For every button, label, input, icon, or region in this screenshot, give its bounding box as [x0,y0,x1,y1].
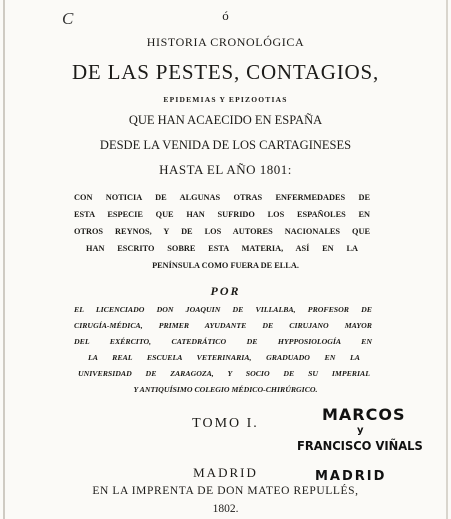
author-line-4: LA REAL ESCUELA VETERINARIA, GRADUADO EN LA [88,353,360,362]
title-line-3: EPIDEMIAS Y EPIZOOTIAS [163,95,288,104]
imprint-year: 1802. [212,503,239,515]
corner-mark: C [62,9,74,28]
author-line-6: Y ANTIQUÍSIMO COLEGIO MÉDICO-CHIRÚRGICO. [133,385,318,394]
imprint-printer: EN LA IMPRENTA DE DON MATEO REPULLÉS, [92,485,359,497]
subtitle-line-1: CON NOTICIA DE ALGUNAS OTRAS ENFERMEDADES DE [74,193,370,202]
author-line-5: UNIVERSIDAD DE ZARAGOZA, Y SOCIO DE SU IMPERIAL [78,369,370,378]
title-line-2: DE LAS PESTES, CONTAGIOS, [71,60,380,84]
title-line-4: QUE HAN ACAECIDO EN ESPAÑA [128,113,323,127]
title-prefix: ó [222,8,229,23]
subtitle-line-2: ESTA ESPECIE QUE HAN SUFRIDO LOS ESPAÑOLES EN [74,210,370,219]
byline-por: POR [210,284,241,298]
author-line-3: DEL EXÉRCITO, CATEDRÁTICO DE HYPPOSIOLOGÍA EN [74,337,372,346]
imprint-city: MADRID [193,465,258,480]
title-line-5: DESDE LA VENIDA DE LOS CARTAGINESES [99,138,352,152]
author-line-1: EL LICENCIADO DON JOAQUIN DE VILLALBA, PROFESOR DE [74,305,372,314]
ownership-stamp-line-3: FRANCISCO VIÑALS [297,438,423,453]
title-line-1: HISTORIA CRONOLÓGICA [146,35,305,49]
ownership-stamp-line-4: MADRID [315,469,387,484]
ownership-stamp-line-1: MARCOS [322,405,406,424]
author-line-2: CIRUGÍA-MÉDICA, PRIMER AYUDANTE DE CIRUJANO MAYOR [74,321,372,330]
subtitle-line-4: HAN ESCRITO SOBRE ESTA MATERIA, ASÍ EN LA [86,244,358,253]
volume-label: TOMO I. [192,416,259,431]
ownership-stamp-line-2: y [357,425,364,436]
subtitle-line-5: PENÍNSULA COMO FUERA DE ELLA. [152,261,299,270]
title-line-6: HASTA EL AÑO 1801: [159,162,292,177]
subtitle-line-3: OTROS REYNOS, Y DE LOS AUTORES NACIONALES QUE [74,227,370,236]
